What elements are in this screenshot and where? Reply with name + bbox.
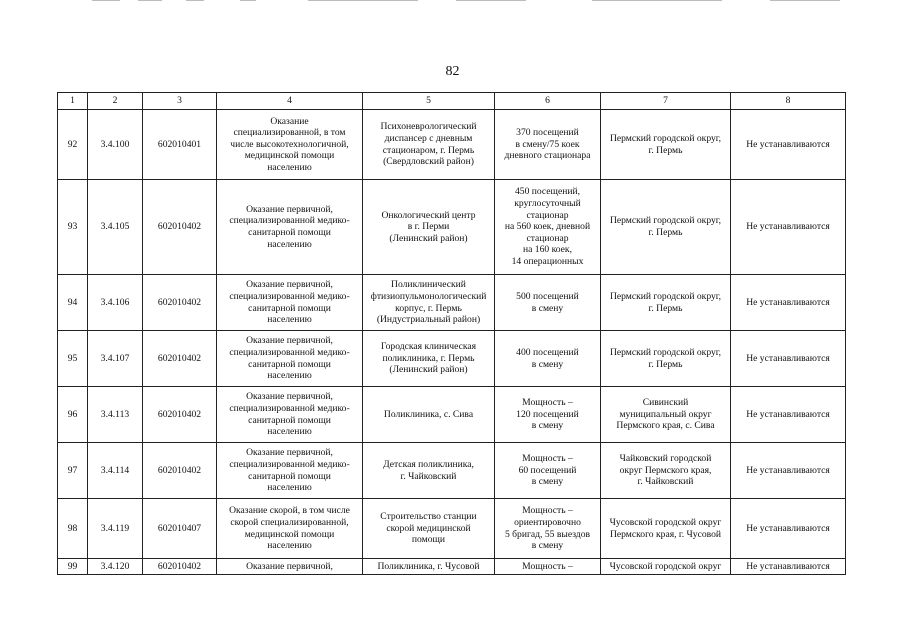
cell-text-line: г. Пермь bbox=[648, 227, 683, 238]
cell-text-line: населению bbox=[267, 161, 312, 173]
cell-text-line: специализированной медико- bbox=[229, 402, 350, 414]
table-cell: 93 bbox=[58, 180, 88, 275]
cell-text-line: Поликлиника, с. Сива bbox=[383, 408, 474, 420]
table-cell bbox=[731, 275, 846, 331]
table-cell: 3.4.107 bbox=[88, 331, 143, 387]
table-cell bbox=[731, 443, 846, 499]
cell-text-line: числе высокотехнологичной, bbox=[230, 138, 349, 150]
column-header: 5 bbox=[363, 93, 495, 110]
cell-text-line: г. Пермь bbox=[648, 358, 683, 370]
cell-text-line: Поликлиника, г. Чусовой bbox=[377, 560, 480, 572]
cell-text-line: в г. Перми bbox=[407, 221, 450, 233]
table-cell bbox=[495, 331, 601, 387]
table-cell bbox=[363, 499, 495, 559]
table-cell bbox=[495, 275, 601, 331]
table-cell bbox=[495, 443, 601, 499]
cell-text-line: Не устанавливаются bbox=[746, 408, 830, 420]
cell-text-line: населению bbox=[267, 370, 312, 382]
table-cell bbox=[601, 180, 731, 275]
cell-text-line: Пермского края, г. Чусовой bbox=[609, 528, 722, 540]
table-cell: 3.4.106 bbox=[88, 275, 143, 331]
cell-text-line: 400 посещений bbox=[516, 346, 579, 358]
table-row bbox=[58, 559, 846, 575]
table-cell: 3.4.120 bbox=[88, 559, 143, 575]
table-cell bbox=[217, 559, 363, 575]
cell-text-line: Пермский городской округ, bbox=[609, 215, 722, 227]
cell-text-line: санитарной помощи bbox=[248, 227, 331, 238]
cell-text-line: Мощность – bbox=[522, 505, 573, 517]
cell-text-line: в смену bbox=[531, 302, 564, 314]
cell-text-line: (Индустриальный район) bbox=[376, 314, 481, 326]
cell-text-line: медицинской помощи bbox=[244, 150, 335, 162]
table-cell bbox=[601, 387, 731, 443]
table-row bbox=[58, 275, 846, 331]
cell-text-line: специализированной медико- bbox=[229, 346, 350, 358]
cell-text-line: (Ленинский район) bbox=[389, 232, 468, 244]
cell-text-line: г. Чайковский bbox=[400, 470, 457, 482]
cell-text-line: помощи bbox=[411, 534, 446, 546]
table-cell bbox=[363, 110, 495, 180]
table-cell: 97 bbox=[58, 443, 88, 499]
cell-text-line: Оказание первичной, bbox=[246, 203, 333, 215]
table-cell bbox=[363, 559, 495, 575]
table-cell: 602010402 bbox=[143, 180, 217, 275]
table-cell bbox=[495, 499, 601, 559]
table-cell: 3.4.119 bbox=[88, 499, 143, 559]
table-cell bbox=[601, 559, 731, 575]
top-edge-mark bbox=[240, 0, 256, 1]
table-cell bbox=[363, 180, 495, 275]
column-header: 4 bbox=[217, 93, 363, 110]
table-cell: 94 bbox=[58, 275, 88, 331]
cell-text-line: населению bbox=[267, 482, 312, 494]
table-row bbox=[58, 110, 846, 180]
table-cell: 3.4.113 bbox=[88, 387, 143, 443]
cell-text-line: Пермский городской округ, bbox=[609, 346, 722, 358]
table-cell: 602010402 bbox=[143, 559, 217, 575]
top-edge-mark bbox=[92, 0, 120, 1]
cell-text-line: округ Пермского края, bbox=[619, 464, 712, 476]
top-edge-mark bbox=[308, 0, 418, 1]
cell-text-line: на 560 коек, дневной bbox=[504, 221, 591, 233]
cell-text-line: санитарной помощи bbox=[248, 358, 331, 370]
cell-text-line: 370 посещений bbox=[516, 127, 579, 139]
cell-text-line: 14 операционных bbox=[511, 255, 584, 267]
table-cell bbox=[217, 443, 363, 499]
cell-text-line: Чайковский городской bbox=[619, 453, 712, 465]
cell-text-line: в смену bbox=[531, 476, 564, 488]
table-cell bbox=[601, 110, 731, 180]
cell-text-line: скорой специализированной, bbox=[230, 516, 349, 528]
table-cell bbox=[363, 387, 495, 443]
cell-text-line: 500 посещений bbox=[516, 290, 579, 302]
top-edge-mark bbox=[138, 0, 162, 1]
table-cell bbox=[217, 110, 363, 180]
cell-text-line: Не устанавливаются bbox=[746, 138, 830, 150]
cell-text-line: специализированной медико- bbox=[229, 215, 350, 227]
table-row bbox=[58, 499, 846, 559]
table-row bbox=[58, 180, 846, 275]
cell-text-line: Оказание скорой, в том числе bbox=[229, 505, 350, 517]
table-cell: 602010402 bbox=[143, 387, 217, 443]
table-cell bbox=[731, 387, 846, 443]
cell-text-line: стационаром, г. Пермь bbox=[382, 144, 475, 156]
cell-text-line: г. Пермь bbox=[648, 144, 683, 156]
cell-text-line: г. Пермь bbox=[648, 302, 683, 314]
cell-text-line: Оказание первичной, bbox=[246, 391, 333, 403]
table-cell bbox=[495, 387, 601, 443]
column-header: 1 bbox=[58, 93, 88, 110]
cell-text-line: 450 посещений, bbox=[514, 186, 581, 198]
table-cell: 602010402 bbox=[143, 331, 217, 387]
cell-text-line: стационар bbox=[526, 209, 569, 221]
table-cell bbox=[217, 387, 363, 443]
cell-text-line: Мощность – bbox=[522, 397, 573, 409]
table-cell: 602010407 bbox=[143, 499, 217, 559]
cell-text-line: (Свердловский район) bbox=[383, 156, 474, 168]
cell-text-line: поликлиника, г. Пермь bbox=[382, 352, 475, 364]
cell-text-line: корпус, г. Пермь bbox=[395, 302, 462, 314]
table-cell: 92 bbox=[58, 110, 88, 180]
table-cell bbox=[731, 180, 846, 275]
top-edge-mark bbox=[770, 0, 840, 1]
table-row bbox=[58, 387, 846, 443]
cell-text-line: Не устанавливаются bbox=[746, 464, 830, 476]
cell-text-line: диспансер с дневным bbox=[384, 132, 473, 144]
cell-text-line: специализированной медико- bbox=[229, 290, 350, 302]
cell-text-line: Детская поликлиника, bbox=[383, 458, 474, 470]
table-cell: 602010402 bbox=[143, 443, 217, 499]
table-cell bbox=[601, 499, 731, 559]
cell-text-line: стационар bbox=[526, 232, 569, 244]
table-body bbox=[58, 110, 846, 575]
column-header: 3 bbox=[143, 93, 217, 110]
cell-text-line: 120 посещений bbox=[516, 408, 579, 420]
cell-text-line: санитарной помощи bbox=[248, 470, 331, 482]
table-cell bbox=[495, 110, 601, 180]
cell-text-line: Чусовской городской округ bbox=[609, 560, 722, 572]
cell-text-line: Строительство станции bbox=[380, 511, 477, 523]
cell-text-line: 5 бригад, 55 выездов bbox=[504, 528, 591, 540]
cell-text-line: фтизиопульмонологический bbox=[370, 290, 487, 302]
cell-text-line: дневного стационара bbox=[504, 150, 591, 162]
cell-text-line: санитарной помощи bbox=[248, 414, 331, 426]
column-header: 2 bbox=[88, 93, 143, 110]
cell-text-line: (Ленинский район) bbox=[389, 364, 468, 376]
table-cell: 3.4.100 bbox=[88, 110, 143, 180]
table-cell bbox=[217, 499, 363, 559]
cell-text-line: в смену/75 коек bbox=[515, 138, 580, 150]
cell-text-line: медицинской помощи bbox=[244, 528, 335, 540]
table-cell: 602010401 bbox=[143, 110, 217, 180]
cell-text-line: специализированной, в том bbox=[233, 127, 346, 139]
table-cell: 3.4.114 bbox=[88, 443, 143, 499]
table-cell bbox=[495, 559, 601, 575]
table-cell bbox=[363, 275, 495, 331]
table-cell bbox=[731, 499, 846, 559]
cell-text-line: Пермский городской округ, bbox=[609, 132, 722, 144]
column-header: 6 bbox=[495, 93, 601, 110]
cell-text-line: Мощность – bbox=[522, 453, 573, 465]
cell-text-line: Оказание bbox=[270, 115, 309, 127]
top-edge-mark bbox=[592, 0, 722, 1]
cell-text-line: населению bbox=[267, 314, 312, 326]
cell-text-line: санитарной помощи bbox=[248, 302, 331, 314]
cell-text-line: Не устанавливаются bbox=[746, 522, 830, 534]
cell-text-line: Оказание первичной, bbox=[246, 447, 333, 459]
table-cell bbox=[363, 443, 495, 499]
table-cell bbox=[601, 331, 731, 387]
table-cell bbox=[217, 275, 363, 331]
cell-text-line: Не устанавливаются bbox=[746, 296, 830, 308]
cell-text-line: Не устанавливаются bbox=[746, 221, 830, 233]
cell-text-line: населению bbox=[267, 238, 312, 250]
cell-text-line: в смену bbox=[531, 420, 564, 432]
table-cell: 3.4.105 bbox=[88, 180, 143, 275]
cell-text-line: специализированной медико- bbox=[229, 458, 350, 470]
column-header: 8 bbox=[731, 93, 846, 110]
cell-text-line: г. Чайковский bbox=[637, 476, 694, 488]
table-row bbox=[58, 331, 846, 387]
page-number: 82 bbox=[445, 64, 460, 79]
facilities-table bbox=[57, 92, 846, 575]
table-cell: 99 bbox=[58, 559, 88, 575]
cell-text-line: в смену bbox=[531, 540, 564, 552]
cell-text-line: населению bbox=[267, 426, 312, 438]
table-cell bbox=[217, 331, 363, 387]
cell-text-line: Психоневрологический bbox=[380, 121, 477, 133]
cell-text-line: населению bbox=[267, 540, 312, 552]
cell-text-line: на 160 коек, bbox=[523, 244, 572, 256]
top-edge-mark bbox=[456, 0, 526, 1]
cell-text-line: скорой медицинской bbox=[386, 522, 471, 534]
cell-text-line: Городская клиническая bbox=[380, 341, 477, 353]
column-header: 7 bbox=[601, 93, 731, 110]
table-cell bbox=[363, 331, 495, 387]
cell-text-line: Сивинский bbox=[642, 397, 689, 409]
table-cell bbox=[217, 180, 363, 275]
cell-text-line: Поликлинический bbox=[391, 279, 466, 291]
cell-text-line: 60 посещений bbox=[518, 464, 577, 476]
table-cell: 98 bbox=[58, 499, 88, 559]
table-cell bbox=[731, 331, 846, 387]
table-cell: 95 bbox=[58, 331, 88, 387]
cell-text-line: Мощность – bbox=[522, 560, 573, 572]
cell-text-line: Не устанавливаются bbox=[746, 560, 830, 572]
table-cell: 96 bbox=[58, 387, 88, 443]
cell-text-line: Не устанавливаются bbox=[746, 352, 830, 364]
cell-text-line: Онкологический центр bbox=[381, 209, 476, 221]
cell-text-line: ориентировочно bbox=[514, 516, 581, 528]
cell-text-line: Оказание первичной, bbox=[246, 560, 333, 572]
header-row bbox=[58, 93, 846, 110]
cell-text-line: Чусовской городской округ bbox=[609, 516, 722, 528]
cell-text-line: муниципальный округ bbox=[619, 408, 712, 420]
cell-text-line: Пермского края, с. Сива bbox=[616, 420, 715, 432]
table-cell bbox=[601, 443, 731, 499]
cell-text-line: Оказание первичной, bbox=[246, 279, 333, 291]
cell-text-line: круглосуточный bbox=[514, 198, 581, 210]
table-row bbox=[58, 443, 846, 499]
table-cell bbox=[495, 180, 601, 275]
cell-text-line: в смену bbox=[531, 358, 564, 370]
table-cell bbox=[731, 559, 846, 575]
table-cell bbox=[731, 110, 846, 180]
cell-text-line: Оказание первичной, bbox=[246, 335, 333, 347]
table-cell bbox=[601, 275, 731, 331]
top-edge-mark bbox=[186, 0, 204, 1]
table-cell: 602010402 bbox=[143, 275, 217, 331]
cell-text-line: Пермский городской округ, bbox=[609, 290, 722, 302]
